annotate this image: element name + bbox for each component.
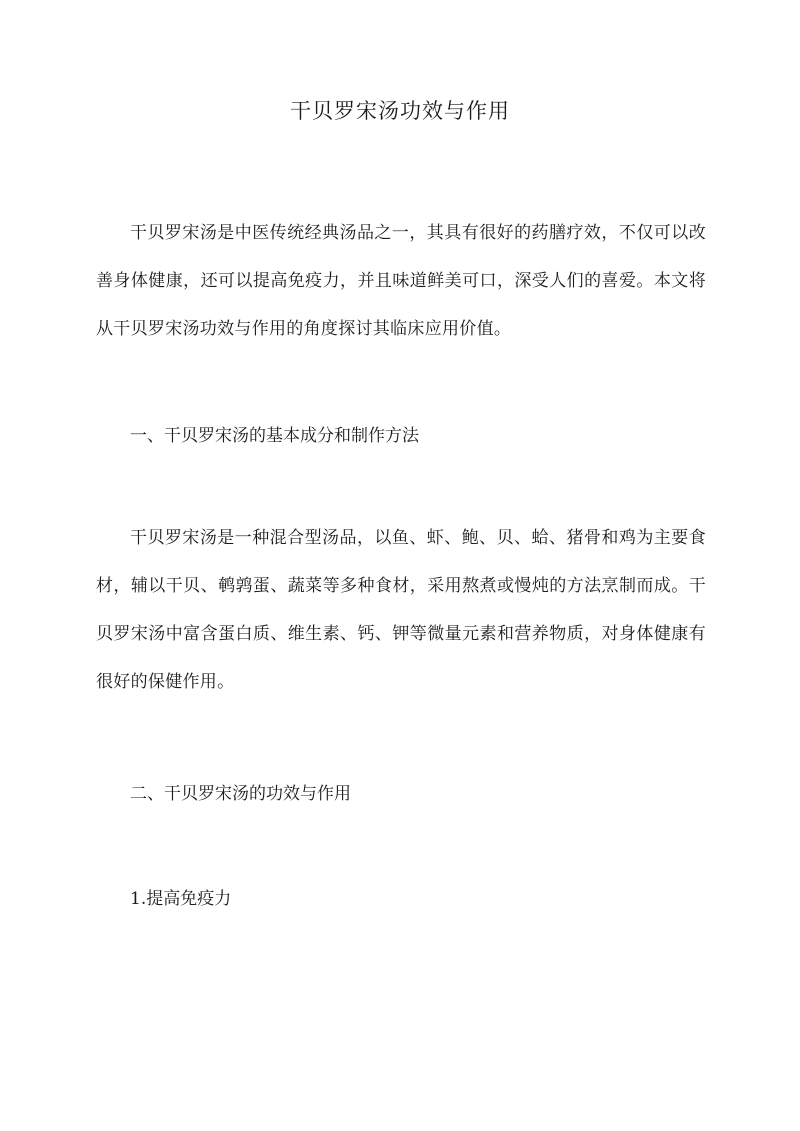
page-title: 干贝罗宋汤功效与作用 [290, 99, 510, 123]
subsection-1-heading: 1.提高免疫力 [130, 889, 232, 909]
section-1-heading: 一、干贝罗宋汤的基本成分和制作方法 [130, 426, 419, 446]
intro-paragraph: 干贝罗宋汤是中医传统经典汤品之一，其具有很好的药膳疗效，不仅可以改善身体健康，还可以提高免疫力，并且味道鲜美可口，深受人们的喜爱。本文将从干贝罗宋汤功效与作用的角度探讨其临床应用价值。 [96, 223, 706, 339]
section-1-paragraph: 干贝罗宋汤是一种混合型汤品，以鱼、虾、鲍、贝、蛤、猪骨和鸡为主要食材，辅以干贝、鹌鹑蛋、蔬菜等多种食材，采用熬煮或慢炖的方法烹制而成。干贝罗宋汤中富含蛋白质、维生素、钙、钾等微量元素和营养物质，对身体健康有很好的保健作用。 [96, 528, 706, 692]
section-2-heading: 二、干贝罗宋汤的功效与作用 [130, 784, 351, 804]
